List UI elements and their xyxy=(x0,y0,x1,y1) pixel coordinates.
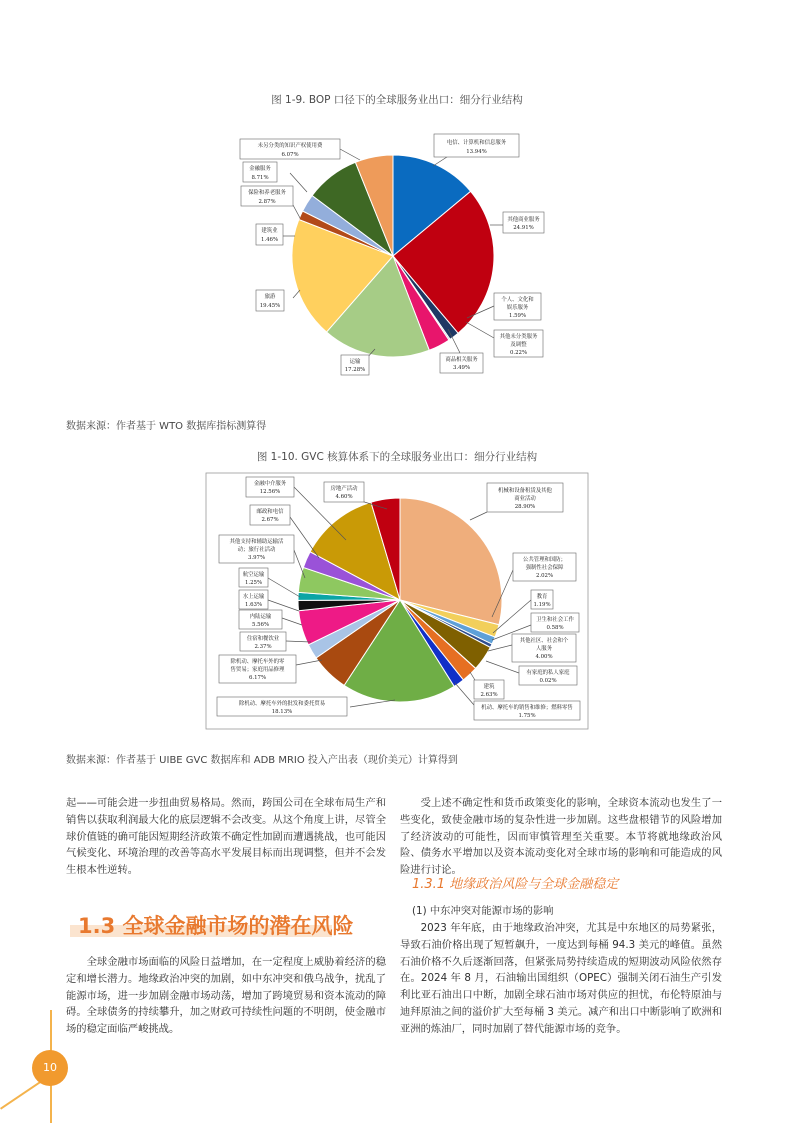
svg-text:3.97%: 3.97% xyxy=(247,555,266,561)
svg-text:5.56%: 5.56% xyxy=(251,622,270,628)
svg-text:4.60%: 4.60% xyxy=(335,494,353,500)
svg-text:1.59%: 1.59% xyxy=(508,313,527,319)
svg-text:强制性社会保障: 强制性社会保障 xyxy=(525,565,564,571)
svg-text:娱乐服务: 娱乐服务 xyxy=(506,305,529,311)
page-number: 10 xyxy=(32,1050,68,1086)
svg-text:邮政和电信: 邮政和电信 xyxy=(256,509,284,515)
pie2-label-construction xyxy=(474,680,504,699)
pie2-label-real-estate xyxy=(324,482,364,502)
figure-1-9-title: 图 1-9. BOP 口径下的全球服务业出口：细分行业结构 xyxy=(271,94,523,106)
svg-text:商业活动: 商业活动 xyxy=(514,496,536,502)
svg-text:0.58%: 0.58% xyxy=(546,625,564,631)
svg-text:及调整: 及调整 xyxy=(510,342,527,348)
svg-text:28.90%: 28.90% xyxy=(514,504,536,510)
pie2-label-community xyxy=(512,634,576,662)
svg-text:运输: 运输 xyxy=(349,359,361,365)
svg-text:公共管理和国防；: 公共管理和国防； xyxy=(522,557,567,563)
svg-text:1.25%: 1.25% xyxy=(244,580,263,586)
svg-text:2.67%: 2.67% xyxy=(261,517,279,523)
svg-text:卫生和社会工作: 卫生和社会工作 xyxy=(536,617,574,623)
pie2-label-air-transport xyxy=(239,568,268,587)
svg-text:电信、计算机和信息服务: 电信、计算机和信息服务 xyxy=(446,140,507,146)
svg-text:1.19%: 1.19% xyxy=(533,602,551,608)
pie2-label-business xyxy=(487,483,563,512)
pie2-label-post-telecom xyxy=(250,505,290,525)
svg-text:建筑业: 建筑业 xyxy=(261,228,278,234)
svg-text:4.00%: 4.00% xyxy=(535,654,553,660)
svg-text:金融中介服务: 金融中介服务 xyxy=(253,481,287,487)
svg-text:6.17%: 6.17% xyxy=(248,675,267,681)
pie2-label-households xyxy=(519,666,577,685)
pie2-label-motor-sales xyxy=(474,701,580,720)
svg-text:建筑: 建筑 xyxy=(483,684,495,690)
pie2-label-inland-transport xyxy=(239,610,282,629)
svg-text:其他商业服务: 其他商业服务 xyxy=(507,217,540,223)
svg-text:水上运输: 水上运输 xyxy=(242,594,265,600)
pie2-label-health xyxy=(531,613,579,632)
svg-text:其他支持和辅助运输活: 其他支持和辅助运输活 xyxy=(229,539,284,545)
svg-text:旅游: 旅游 xyxy=(264,294,276,300)
svg-text:2.63%: 2.63% xyxy=(480,692,498,698)
pie2-label-public-admin xyxy=(513,553,576,581)
pie2-label-support-transport xyxy=(219,535,294,563)
pie2-label-wholesale xyxy=(217,697,347,716)
svg-text:保险和养老服务: 保险和养老服务 xyxy=(248,190,286,196)
right-paragraph-2: 2023 年年底，由于地缘政治冲突，尤其是中东地区的局势紧张，导致石油价格出现了短暂飙升，一度达到每桶 94.3 美元的峰值。虽然石油价格不久后逐渐回落，但紧张局势持续造成的短期波动风险依然存在。2024 年 8 月，石油输出国组织（OPEC）强制关闭石油生产引发利比亚石油出口中断，加剧全球石油市场对供应的担忧，布伦特原油与迪拜原油之间的溢价扩大至每桶 3 美元。减产和出口中断影响了欧洲和亚洲的炼油厂，同时加剧了替代能源市场的竞争。 xyxy=(400,922,723,1035)
subsubsection-title: (1) 中东冲突对能源市场的影响 xyxy=(412,905,554,917)
svg-text:19.45%: 19.45% xyxy=(259,303,281,309)
svg-text:3.49%: 3.49% xyxy=(452,365,471,371)
figure-1-10-title: 图 1-10. GVC 核算体系下的全球服务业出口：细分行业结构 xyxy=(256,451,538,463)
svg-text:售贸易；家庭用品修理: 售贸易；家庭用品修理 xyxy=(230,667,285,673)
svg-text:8.71%: 8.71% xyxy=(251,175,269,181)
pie2-label-education xyxy=(531,590,553,609)
svg-text:24.91%: 24.91% xyxy=(513,225,534,231)
svg-text:2.87%: 2.87% xyxy=(258,199,276,205)
svg-text:2.37%: 2.37% xyxy=(254,644,272,650)
svg-text:0.22%: 0.22% xyxy=(509,350,528,356)
svg-text:商品相关服务: 商品相关服务 xyxy=(445,357,478,363)
figure-1-10-source: 数据来源：作者基于 UIBE GVC 数据库和 ADB MRIO 投入产出表（现价美元）计算得到 xyxy=(66,755,458,766)
pie2-label-water-transport xyxy=(239,590,268,609)
svg-text:0.02%: 0.02% xyxy=(539,678,557,684)
pie2-label-financial-intermediation xyxy=(246,477,294,497)
svg-text:人服务: 人服务 xyxy=(535,646,553,652)
pie2-label-retail xyxy=(219,655,296,683)
figure-1-9-source: 数据来源：作者基于 WTO 数据库指标测算得 xyxy=(66,421,267,432)
svg-text:17.28%: 17.28% xyxy=(344,367,366,373)
svg-text:有家庭的私人家庭: 有家庭的私人家庭 xyxy=(526,670,570,676)
section-title: 1.3 全球金融市场的潜在风险 xyxy=(78,914,354,938)
svg-text:2.02%: 2.02% xyxy=(535,573,554,579)
svg-text:12.56%: 12.56% xyxy=(259,489,281,495)
svg-text:18.13%: 18.13% xyxy=(271,709,293,715)
svg-text:1.63%: 1.63% xyxy=(244,602,263,608)
svg-text:1.46%: 1.46% xyxy=(260,237,279,243)
svg-text:教育: 教育 xyxy=(536,594,548,600)
svg-text:动；旅行社活动: 动；旅行社活动 xyxy=(237,547,276,553)
left-paragraph-1: 起——可能会进一步扭曲贸易格局。然而，跨国公司在全球布局生产和销售以获取利润最大化的底层逻辑不会改变。从这个角度上讲，尽管全球价值链的确可能因短期经济政策不确定性加剧而遭遇挑战，也可能因气候变化、环境治理的改善等高水平发展目标而出现调整，但并不会发生根本性逆转。 xyxy=(66,797,386,877)
svg-text:其他未分类服务: 其他未分类服务 xyxy=(499,334,538,340)
subsection-title: 1.3.1 地缘政治风险与全球金融稳定 xyxy=(412,877,619,892)
svg-text:航空运输: 航空运输 xyxy=(242,572,265,578)
right-paragraph-1: 受上述不确定性和货币政策变化的影响，全球资本流动也发生了一些变化，致使金融市场的复杂性进一步加剧。这些盘根错节的风险增加了经济波动的可能性，因而审慎管理至关重要。本节将就地缘政治风险、债务水平增加以及资本流动变化对全球市场的影响和可能造成的风险进行讨论。 xyxy=(400,797,722,877)
svg-text:内陆运输: 内陆运输 xyxy=(249,614,272,620)
svg-text:金融服务: 金融服务 xyxy=(249,166,271,172)
svg-text:其他社区、社会和个: 其他社区、社会和个 xyxy=(519,638,569,644)
left-paragraph-2: 全球金融市场面临的风险日益增加，在一定程度上威胁着经济的稳定和增长潜力。地缘政治冲突的加剧，如中东冲突和俄乌战争，扰乱了能源市场，进一步加剧金融市场动荡，增加了跨境贸易和资本流动的障碍。全球债务的持续攀升，加之财政可持续性问题的不明朗，使金融市场的稳定面临严峻挑战。 xyxy=(66,956,386,1036)
svg-text:未另分类的知识产权使用费: 未另分类的知识产权使用费 xyxy=(257,143,323,149)
pie2-label-hotels xyxy=(240,632,286,651)
svg-text:机械和设备租赁及其他: 机械和设备租赁及其他 xyxy=(498,488,552,494)
svg-text:除机动、摩托车外的批发和委托贸易: 除机动、摩托车外的批发和委托贸易 xyxy=(238,701,326,707)
svg-text:除机动、摩托车外的零: 除机动、摩托车外的零 xyxy=(230,659,285,665)
svg-text:13.94%: 13.94% xyxy=(466,149,487,155)
svg-text:机动、摩托车的销售和维修；燃料零售: 机动、摩托车的销售和维修；燃料零售 xyxy=(481,705,573,711)
svg-text:个人、文化和: 个人、文化和 xyxy=(501,297,534,303)
svg-text:住宿和餐饮业: 住宿和餐饮业 xyxy=(246,636,280,642)
svg-text:房地产活动: 房地产活动 xyxy=(330,486,358,492)
svg-text:6.07%: 6.07% xyxy=(281,152,299,158)
svg-text:1.75%: 1.75% xyxy=(518,713,536,719)
